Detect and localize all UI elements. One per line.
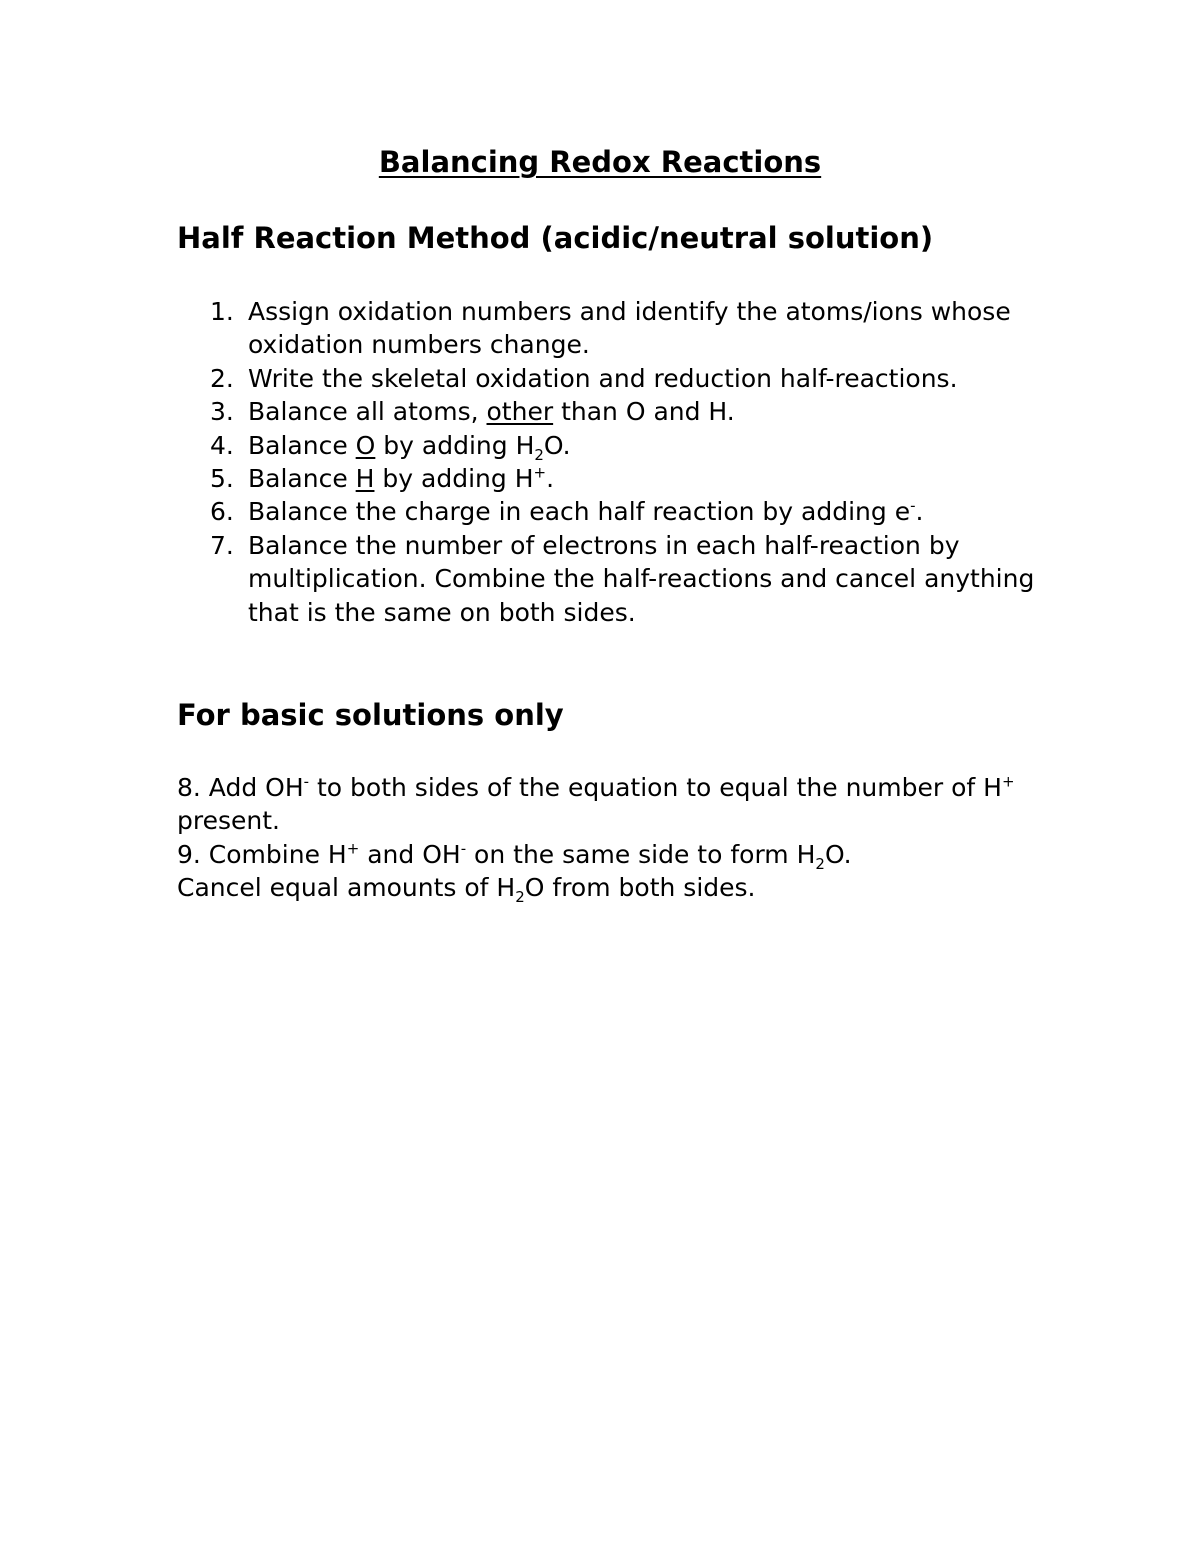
step-text: on the same side to form H	[466, 839, 816, 869]
step-text: 9. Combine H	[177, 839, 347, 869]
step-text: to both sides of the equation to equal the number of H	[309, 773, 1002, 802]
list-item	[177, 429, 1037, 462]
emphasis-text: H	[355, 464, 375, 494]
step-text: 8. Add OH	[177, 773, 304, 802]
step-text: by adding H	[375, 430, 535, 460]
step-text: Balance	[248, 430, 356, 460]
step-number: 4.	[210, 430, 234, 460]
step-text: O.	[824, 839, 852, 869]
superscript: +	[1001, 772, 1015, 791]
step-text: Balance all atoms,	[248, 397, 487, 427]
emphasis-text: O	[355, 430, 376, 460]
list-item	[177, 495, 1037, 528]
superscript: -	[303, 772, 310, 791]
step-number: 3.	[210, 397, 234, 427]
list-item	[177, 362, 1037, 395]
basic-steps	[177, 771, 1037, 905]
step-text: Cancel equal amounts of H	[177, 873, 516, 903]
step-number: 2.	[210, 363, 234, 393]
step-text: Balance the charge in each half reaction by adding e	[248, 497, 911, 527]
subscript: 2	[515, 888, 525, 907]
list-item	[177, 529, 1037, 629]
step-number: 1.	[210, 297, 234, 326]
basic-step-9	[177, 838, 1037, 871]
subscript: 2	[815, 854, 825, 873]
superscript: -	[460, 839, 467, 858]
step-text: Balance the number of electrons in each half-reaction by multiplication. Combine the half-reactions and cancel anything that is the same on both sides.	[248, 530, 1035, 627]
step-number: 7.	[210, 530, 234, 560]
step-text: present.	[177, 806, 280, 836]
step-text: O.	[543, 430, 571, 460]
steps-list	[177, 295, 1037, 629]
step-text: Balance	[248, 464, 356, 494]
list-item	[177, 295, 1037, 362]
emphasis-text: other	[486, 397, 554, 427]
step-text: Assign oxidation numbers and identify the atoms/ions whose oxidation numbers change.	[248, 297, 1011, 360]
subscript: 2	[534, 445, 544, 464]
step-number: 6.	[210, 497, 234, 527]
step-text: .	[915, 497, 924, 527]
document-title: Balancing Redox Reactions	[378, 145, 822, 179]
superscript: +	[533, 463, 547, 482]
list-item	[177, 462, 1037, 495]
superscript: -	[910, 497, 916, 516]
step-text: and OH	[359, 839, 461, 869]
list-item	[177, 395, 1037, 428]
superscript: +	[346, 839, 360, 858]
section-heading-basic: For basic solutions only	[177, 698, 564, 732]
step-text: Write the skeletal oxidation and reduction half-reactions.	[248, 363, 958, 393]
step-text: O from both sides.	[524, 873, 756, 903]
section-heading-half-reaction: Half Reaction Method (acidic/neutral solution)	[177, 221, 934, 255]
step-text: than O and H.	[553, 397, 735, 427]
basic-step-8	[177, 771, 1037, 838]
step-text: by adding H	[374, 464, 534, 494]
step-number: 5.	[210, 464, 234, 494]
basic-step-9-cont	[177, 871, 1037, 907]
step-text: .	[546, 464, 555, 494]
